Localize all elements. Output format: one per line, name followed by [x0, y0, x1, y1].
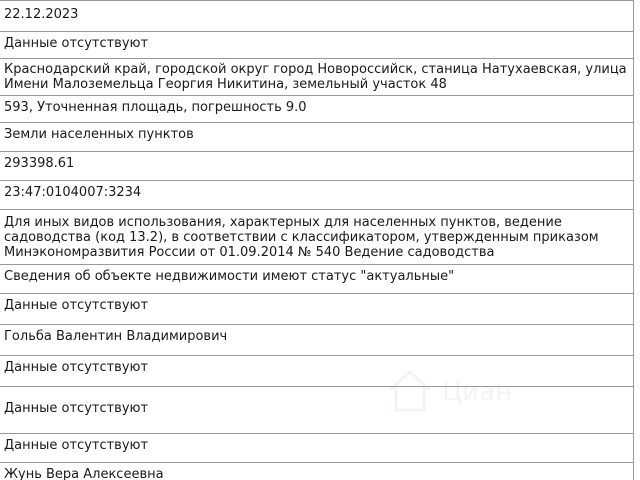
table-row: Данные отсутствуют — [0, 32, 633, 59]
watermark-text: Циан — [442, 377, 513, 407]
table-row-permitted-use: Для иных видов использования, характерных для населенных пунктов, ведение садоводства (код 13.2), в соответствии с классификатором, утвержденным приказом Минэкономразвития России от 01.09.2014 № 540 Ведение садоводства — [0, 210, 633, 265]
table-row: Данные отсутствуют — [0, 387, 633, 434]
table-row: Данные отсутствуют — [0, 294, 633, 325]
table-row-owner: Гольба Валентин Владимирович — [0, 325, 633, 356]
table-row-cadastral-value: 293398.61 — [0, 152, 633, 181]
table-row-date: 22.12.2023 — [0, 1, 633, 32]
table-row-cadastral-number: 23:47:0104007:3234 — [0, 181, 633, 210]
table-row-person: Жунь Вера Алексеевна — [0, 463, 633, 480]
table-row: Данные отсутствуют — [0, 356, 633, 387]
table-row-area: 593, Уточненная площадь, погрешность 9.0 — [0, 96, 633, 123]
table-row: Данные отсутствуют — [0, 434, 633, 463]
table-row-address: Краснодарский край, городской округ город Новороссийск, станица Натухаевская, улица Имени Малоземельца Георгия Никитина, земельный участок 48 — [0, 59, 633, 96]
table-row-status: Сведения об объекте недвижимости имеют статус "актуальные" — [0, 265, 633, 294]
table-row-land-category: Земли населенных пунктов — [0, 123, 633, 152]
